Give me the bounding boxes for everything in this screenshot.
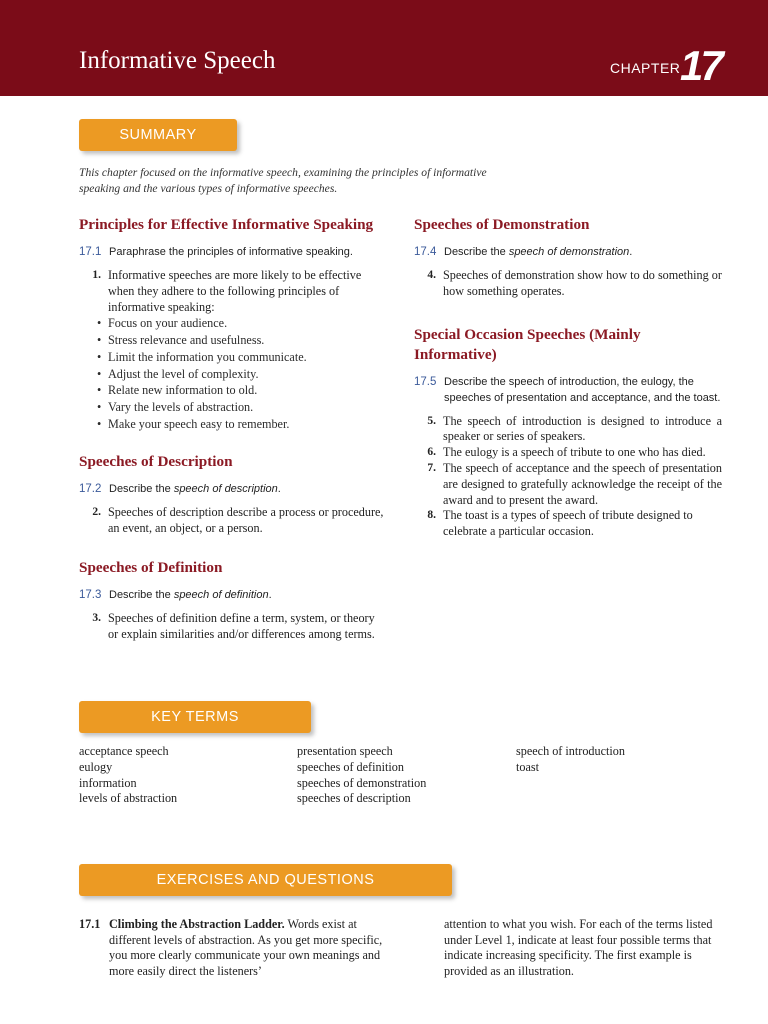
chapter-label: CHAPTER <box>610 60 681 76</box>
objective-prefix: Describe the <box>444 246 509 258</box>
summary-tab: SUMMARY <box>79 119 237 151</box>
item-number: 2. <box>92 506 101 519</box>
item-text: Speeches of demonstration show how to do something or how something operates. <box>443 268 722 298</box>
summary-item-1 <box>79 268 387 315</box>
key-terms-column-1 <box>79 744 177 807</box>
objective-17-4: 17.4 Describe the speech of demonstration. <box>414 246 633 258</box>
item-text: Speeches of definition define a term, system, or theory or explain similarities and/or differences among terms. <box>108 610 375 641</box>
key-term: speeches of demonstration <box>297 775 427 790</box>
summary-item-4 <box>414 268 722 300</box>
objective-number: 17.3 <box>79 588 102 601</box>
key-term: speeches of description <box>297 791 411 806</box>
item-number: 7. <box>427 461 436 474</box>
description-heading: Speeches of Description <box>79 453 233 471</box>
summary-item-6 <box>414 445 722 461</box>
objective-term: speech of description <box>173 483 278 496</box>
exercise-text-right: attention to what you wish. For each of the terms listed under Level 1, indicate at least four possible terms that indicate increasing specificity. The first example is provided as an illustration. <box>444 917 713 978</box>
list-item: • Relate new information to old. <box>97 382 387 399</box>
objective-prefix: Describe the <box>109 483 174 496</box>
key-term: speech of introduction <box>516 744 625 758</box>
objective-text: Paraphrase the principles of informative speaking. <box>109 246 353 258</box>
summary-item-3 <box>79 611 387 643</box>
chapter-number: 17 <box>680 42 721 89</box>
item-text: The eulogy is a speech of tribute to one who has died. <box>443 445 706 460</box>
item-text: The speech of acceptance and the speech of presentation are designed to gratefully acknowledge the receipt of the award and to present the award. <box>443 460 722 507</box>
key-term: acceptance speech <box>79 744 169 758</box>
objective-17-2: 17.2 Describe the speech of description. <box>79 483 281 496</box>
principles-heading: Principles for Effective Informative Speaking <box>79 216 374 233</box>
demonstration-heading: Speeches of Demonstration <box>414 216 590 233</box>
objective-17-5 <box>414 374 722 406</box>
item-text: The speech of introduction is designed to introduce a speaker or series of speakers. <box>443 413 722 444</box>
key-term: levels of abstraction <box>79 791 178 806</box>
summary-item-2 <box>79 505 387 537</box>
item-text: The toast is a types of speech of tribute designed to celebrate a particular occasion. <box>443 508 693 539</box>
special-occasion-heading: Special Occasion Speeches (Mainly Informative) <box>414 325 641 363</box>
key-terms-column-3 <box>516 744 625 776</box>
objective-number: 17.4 <box>414 246 437 258</box>
key-term: eulogy <box>79 759 113 774</box>
list-item: • Vary the levels of abstraction. <box>97 399 387 416</box>
exercise-17-1 <box>79 917 389 979</box>
summary-item-8 <box>414 508 722 540</box>
exercises-tab: EXERCISES AND QUESTIONS <box>79 864 452 896</box>
item-number: 1. <box>92 269 101 281</box>
summary-intro: This chapter focused on the informative speech, examining the principles of informative speaking and the various types of informative speeches. <box>79 166 487 195</box>
objective-term: speech of demonstration <box>508 246 630 258</box>
objective-prefix: Describe the <box>109 588 174 601</box>
item-number: 5. <box>427 414 436 427</box>
objective-number: 17.5 <box>414 375 437 388</box>
list-item: • Stress relevance and usefulness. <box>97 332 387 349</box>
definition-heading: Speeches of Definition <box>79 558 223 576</box>
exercise-continuation <box>444 917 724 979</box>
key-terms-tab: KEY TERMS <box>79 701 311 733</box>
exercise-text-left: Words exist at different levels of abstraction. As you get more specific, you more clearly communicate your own meanings and more easily direct the listeners’ <box>109 917 383 978</box>
list-item: • Limit the information you communicate. <box>97 349 387 366</box>
key-term: toast <box>516 759 540 774</box>
summary-item-7 <box>414 461 722 508</box>
objective-number: 17.1 <box>79 246 102 258</box>
list-item: • Focus on your audience. <box>97 315 387 332</box>
objective-17-3: 17.3 Describe the speech of definition. <box>79 588 272 601</box>
chapter-header <box>0 0 768 96</box>
item-number: 8. <box>427 509 436 522</box>
item-number: 3. <box>92 611 101 624</box>
item-text: Speeches of description describe a process or procedure, an event, an object, or a person. <box>108 505 384 536</box>
objective-number: 17.2 <box>79 483 102 496</box>
item-number: 6. <box>427 446 436 459</box>
right-column <box>414 215 722 540</box>
list-item: • Adjust the level of complexity. <box>97 366 387 383</box>
left-column <box>79 215 387 643</box>
objective-17-1 <box>79 244 387 260</box>
list-item: • Make your speech easy to remember. <box>97 416 387 433</box>
key-term: information <box>79 775 137 790</box>
exercise-title: Climbing the Abstraction Ladder. <box>109 917 285 931</box>
item-text: Informative speeches are more likely to be effective when they adhere to the following principles of informative speaking: <box>108 268 362 314</box>
objective-term: speech of definition <box>173 588 269 601</box>
principles-list <box>79 315 387 432</box>
key-term: speeches of definition <box>297 759 404 774</box>
key-terms-column-2 <box>297 744 426 807</box>
item-number: 4. <box>427 269 436 281</box>
summary-item-5 <box>414 414 722 446</box>
objective-text: Describe the speech of introduction, the eulogy, the speeches of presentation and acceptance, and the toast. <box>444 375 721 404</box>
key-term: presentation speech <box>297 744 393 758</box>
exercise-number: 17.1 <box>79 917 101 931</box>
page-title: Informative Speech <box>79 47 276 74</box>
